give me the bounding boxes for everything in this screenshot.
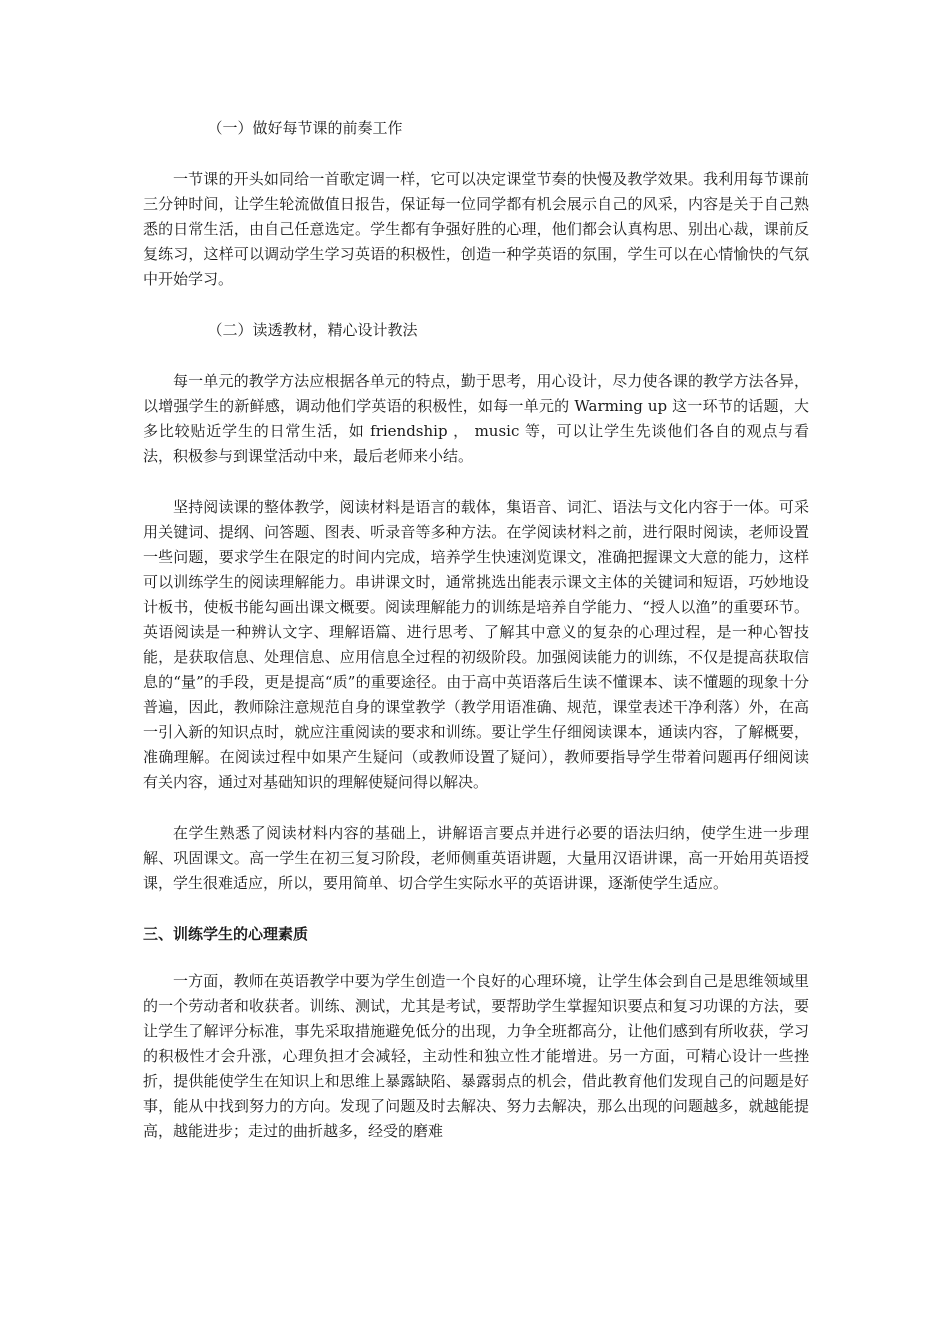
subsection-heading-2: （二）读透教材，精心设计教法 [207,321,418,339]
document-body [143,116,809,1144]
paragraph-psychological-training: 一方面，教师在英语教学中要为学生创造一个良好的心理环境，让学生体会到自己是思维领域里的一个劳动者和收获者。训练、测试，尤其是考试，要帮助学生掌握知识要点和复习功课的方法，要让学生了解评分标准，事先采取措施避免低分的出现，力争全班都高分，让他们感到有所收获，学习的积极性才会升涨，心理负担才会减轻，主动性和独立性才能增进。另一方面，可精心设计一些挫折，提供能使学生在知识上和思维上暴露缺陷、暴露弱点的机会，借此教育他们发现自己的问题是好事，能从中找到努力的方向。发现了问题及时去解决、努力去解决，那么出现的问题越多，就越能提高，越能进步；走过的曲折越多，经受的磨难 [143,972,809,1140]
section-heading-psychology: 三、训练学生的心理素质 [143,925,309,943]
paragraph-teaching-methods: 每一单元的教学方法应根据各单元的特点，勤于思考，用心设计，尽力使各课的教学方法各异，以增强学生的新鲜感，调动他们学英语的积极性，如每一单元的 Warming up 这一环节的话题，大多比较贴近学生的日常生活，如 friendship ， music 等，可以让学生先谈他们各自的观点与看法，积极参与到课堂活动中来，最后老师来小结。 [143,372,809,465]
paragraph-reading-instruction: 坚持阅读课的整体教学，阅读材料是语言的载体，集语音、词汇、语法与文化内容于一体。可采用关键词、提纲、问答题、图表、听录音等多种方法。在学阅读材料之前，进行限时阅读，老师设置一些问题，要求学生在限定的时间内完成，培养学生快速浏览课文，准确把握课文大意的能力，这样可以训练学生的阅读理解能力。串讲课文时，通常挑选出能表示课文主体的关键词和短语，巧妙地设计板书，使板书能勾画出课文概要。阅读理解能力的训练是培养自学能力、“授人以渔”的重要环节。英语阅读是一种辨认文字、理解语篇、进行思考、了解其中意义的复杂的心理过程，是一种心智技能，是获取信息、处理信息、应用信息全过程的初级阶段。加强阅读能力的训练，不仅是提高获取信息的“量”的手段，更是提高“质”的重要途径。由于高中英语落后生读不懂课本、读不懂题的现象十分普遍，因此，教师除注意规范自身的课堂教学（教学用语准确、规范，课堂表述干净利落）外，在高一引入新的知识点时，就应注重阅读的要求和训练。要让学生仔细阅读课本，通读内容，了解概要，准确理解。在阅读过程中如果产生疑问（或教师设置了疑问），教师要指导学生带着问题再仔细阅读有关内容，通过对基础知识的理解使疑问得以解决。 [143,498,809,791]
paragraph-language-points: 在学生熟悉了阅读材料内容的基础上，讲解语言要点并进行必要的语法归纳，使学生进一步理解、巩固课文。高一学生在初三复习阶段，老师侧重英语讲题，大量用汉语讲课，高一开始用英语授课，学生很难适应，所以，要用简单、切合学生实际水平的英语讲课，逐渐使学生适应。 [143,824,809,892]
paragraph-lesson-opening: 一节课的开头如同给一首歌定调一样，它可以决定课堂节奏的快慢及教学效果。我利用每节课前三分钟时间，让学生轮流做值日报告，保证每一位同学都有机会展示自己的风采，内容是关于自己熟悉的日常生活，由自己任意选定。学生都有争强好胜的心理，他们都会认真构思、别出心裁，课前反复练习，这样可以调动学生学习英语的积极性，创造一种学英语的氛围，学生可以在心情愉快的气氛中开始学习。 [143,170,809,288]
subsection-heading-1: （一）做好每节课的前奏工作 [207,119,403,137]
